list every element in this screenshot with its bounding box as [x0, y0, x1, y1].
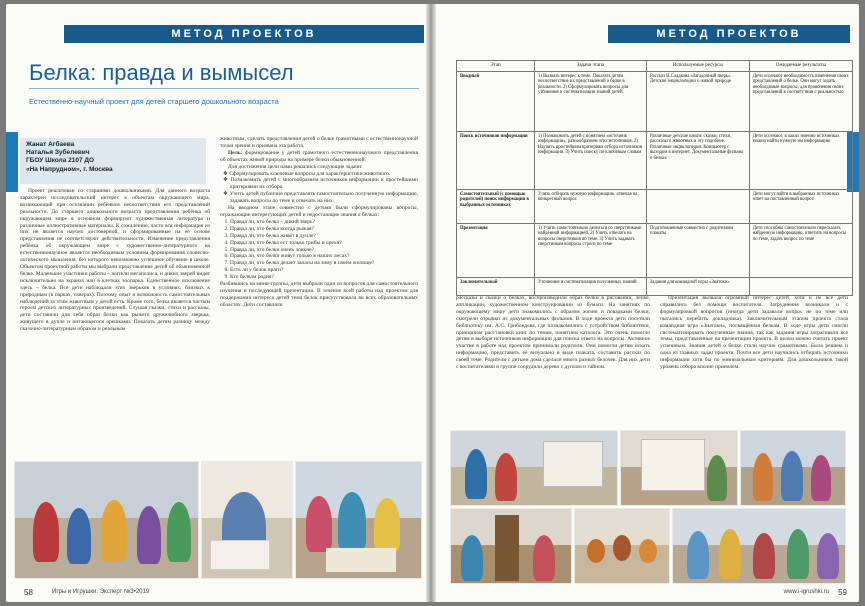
- resources-cell: Различные детские книги: сказки, стихи, рассказы о животных и эту подобное. Различные энциклопедии. Компьютер с выходом в интернет. Документальные фильмы о белках: [646, 131, 749, 189]
- resources-cell: [646, 189, 749, 223]
- stage-cell: Самостоятельный (с помощью родителей) поиск информации в выбранных источниках: [457, 189, 535, 223]
- tree-hollow-photo: [450, 508, 572, 584]
- resources-cell: Подготовленные совместно с родителями плакаты: [646, 223, 749, 277]
- left-section-header: [64, 25, 424, 43]
- table-header-cell: Этап: [457, 61, 535, 72]
- left-side-tab: [6, 132, 18, 192]
- author-line: ГБОУ Школа 2107 ДО: [26, 157, 95, 165]
- page-number-left: 58: [24, 588, 33, 597]
- task-item: ❖ Учить детей публично представлять самостоятельно полученную информацию, задавать вопросы по теме и отвечать на них.: [223, 191, 418, 205]
- results-cell: Дети способны самостоятельно пересказать найденную информацию, ответить на вопросы по теме, задать вопрос по теме: [749, 223, 852, 277]
- poster-photo: [620, 430, 738, 506]
- question-item: 5. Правда ли, что белки очень ловкие?: [230, 247, 418, 254]
- author-line: Жанат Агбаева: [26, 141, 75, 148]
- stage-cell: Вводный: [457, 71, 535, 131]
- table-row: [457, 277, 853, 295]
- tasks-cell: Учить отбирать нужную информацию, отвечая на конкретный вопрос: [535, 189, 647, 223]
- results-cell: Дети осознают, в каких именно источниках можно найти нужную им информацию: [749, 131, 852, 189]
- task-item: ❖ Познакомить детей с многообразием источников информации и простейшими критериями их отбора.: [223, 177, 418, 191]
- left-footer: Игры и Игрушки. Эксперт №3•2019: [52, 589, 150, 595]
- table-row: [457, 131, 853, 189]
- body-paragraph: Разбившись на мини-группы, дети выбрали один из вопросов для самостоятельного изучения и последующей презентации. В течение всей работы над проектом для поддержания интереса детей тема белок присутствовала во всех образовательных областях. Дети составляли: [220, 281, 418, 308]
- question-item: 9. Кто белкам родня?: [230, 274, 418, 281]
- left-page: [6, 4, 426, 602]
- right-column-2: [660, 295, 848, 427]
- question-item: 6. Правда ли, что белки живут только в наших лесах?: [230, 253, 418, 260]
- tasks-cell: Уточнение и систематизация полученных знаний: [535, 277, 647, 295]
- body-paragraph: животным, сделать представления детей о белке грамотными с естественнонаучной точки зрения и призвана эта работа.: [220, 136, 418, 149]
- question-item: 1. Правда ли, что белка – дикий зверь?: [230, 219, 418, 226]
- right-page: [436, 4, 859, 602]
- question-item: 7. Правда ли, что белка делает запасы на зиму в своём жилище?: [230, 260, 418, 267]
- tasks-cell: 1) Вызвать интерес к теме. Показать детям несоответствие их представлений о белке в реальности. 2) Сформулировать вопросы для уточнения и систематизации знаний детей.: [535, 71, 647, 131]
- stage-cell: Поиск источников информации: [457, 131, 535, 189]
- question-item: 3. Правда ли, что белка живёт в дупле?: [230, 233, 418, 240]
- results-cell: [749, 277, 852, 295]
- resources-cell: Рассказ Н.Сладкова «Загадочный зверь». Детские энциклопедии о живой природе: [646, 71, 749, 131]
- body-paragraph: Презентация вызвала огромный интерес детей, хотя и не все дети справились без помощи воспитателя. Затруднения возникали и с формулировкой вопросов (иногда дети задавали вопрос не по теме или пытались перебить докладчика). Заключительным этапом проекта стала командная игра «Знатоки», посвящённая белкам. В ходе игры дети смогли систематизировать полученные знания, так как задания игры затрагивали все темы, представленные на презентации проекта. В целом можно считать проект успешным. Знания детей о белке стали научно грамотными. Была решена и одна из главных задач проекта. Почти все дети научились отбирать источники информации хотя бы по минимальным критериям. Для дошкольников такой уровень отбора вполне приемлем.: [660, 295, 848, 371]
- table-row: [457, 223, 853, 277]
- goal-label: Цель:: [228, 149, 243, 156]
- table-header-cell: Ожидаемые результаты: [749, 61, 852, 72]
- section-header-label: МЕТОД ПРОЕКТОВ: [656, 28, 802, 40]
- questions-list: [230, 219, 418, 281]
- page-number-right: 59: [838, 588, 847, 597]
- project-plan-table: [456, 60, 853, 296]
- tasks-intro: Для достижения цели нами решались следующие задачи:: [228, 163, 363, 170]
- body-paragraph: рассказы и сказки о белках, воспроизводили образ белки в рисовании, лепке, аппликации, художественном конструировании из бумаги. На занятиях по окружающему миру дети знакомились с образом жизни и повадками белки, смотрели отрывки из документальных фильмов. В ходе проекта дети посетили библиотеку им. А.С. Грибоедова, где познакомились с устройством библиотеки, принципом расстановки книг по темам, понятием каталога. Это очень помогло детям в выборе источников информации для поиска ответа на вопросы. Активное участие в работе над проектом принимали родители. Они помогли детям искать информацию, представить её визуально в виде плаката, составить рассказ по своей теме. Родители с детьми дома сделали много разных белочек. Для них дети с воспитателями в группе соорудили дерево с дуплом и гайном.: [456, 295, 650, 371]
- authors-box: [20, 138, 206, 184]
- question-item: 4. Правда ли, что белка ест только грибы и орехи?: [230, 240, 418, 247]
- table-header-cell: Задачи этапа: [535, 61, 647, 72]
- tasks-list: [220, 171, 418, 206]
- right-section-header: [608, 25, 850, 43]
- article-title: Белка: правда и вымысел: [29, 60, 294, 85]
- resources-cell: Задания для командной игры «Знатоки»: [646, 277, 749, 295]
- article-subtitle: Естественно-научный проект для детей старшего дошкольного возраста: [29, 97, 279, 106]
- right-column-1: [456, 295, 650, 427]
- left-column-2: [220, 136, 418, 454]
- results-cell: Дети могут найти в выбранных источниках ответ на поставленный вопрос: [749, 189, 852, 223]
- goal-text: формирование у детей грамотного естественнонаучного представления об объектах живой природы на примере белки обыкновенной.: [220, 149, 418, 163]
- child-drawing-photo: [201, 461, 293, 579]
- author-line: «На Напрудном», г. Москва: [26, 165, 113, 173]
- question-item: 8. Есть ли у белок враги?: [230, 267, 418, 274]
- body-paragraph: Проект реализован со старшими дошкольниками. Для данного возраста характерен исследовательский интерес к объектам окружающего мира, возникающий при осознании ребёнком несоответствия его представлений реальности. До старшего дошкольного возраста представления ребёнка об окружающем мире в основном формируют художественная литература и различные иллюстративные материалы. К сожалению, часто вся информация из них не является научно достоверной, и сформированные на её основе представления не соответствуют действительности. Изменение представления ребёнка об окружающем мире с художественно-литературного на естественнонаучное является необходимым условием формирования словесно-логического мышления, без которого невозможно успешное обучение в школе. Объектом проектной работы мы выбрали представление детей об обыкновенной белке. Маленькие участники работы – жители мегаполиса, и диких зверей видят исключительно на экранах или в клетках зоопарка. Единственное исключение здесь – белка. Все дети наблюдали этих зверьков в условиях, близких к природным (в парках, скверах). Поэтому опыт и возможность самостоятельных наблюдений за этим животным у детей есть. Кроме того, белка является частым героем детских литературных произведений. Слушая сказки, стихи и рассказы, дети составили для себя образ белки как рыжего дружелюбного зверька, живущего в дупле и питающегося орешками. Показать детям разницу между сказочно-литературным образом и реальным: [20, 188, 210, 333]
- tasks-cell: 1) Познакомить детей с понятием «источник информации», разнообразием этих источников. 2) Научить простейшим критериям отбора источников информации. 3) Учить поиску по ключевым словам: [535, 131, 647, 189]
- spine-gutter: [426, 4, 436, 602]
- questions-intro: На вводном этапе совместно с детьми были сформулированы вопросы, отражающие интересующих детей и недостающие знания о белках:: [220, 205, 418, 218]
- right-footer: www.i-igrushki.ru: [783, 589, 829, 595]
- squirrel-crafts-photo: [574, 508, 670, 584]
- group-activity-photo: [740, 430, 846, 506]
- table-row: [457, 189, 853, 223]
- quiz-game-photo: [672, 508, 846, 584]
- table-header-cell: Используемые ресурсы: [646, 61, 749, 72]
- goal-paragraph: [220, 150, 418, 164]
- stage-cell: Заключительный: [457, 277, 535, 295]
- section-header-label: МЕТОД ПРОЕКТОВ: [171, 28, 317, 40]
- classroom-photo: [14, 461, 199, 579]
- presentation-photo: [450, 430, 618, 506]
- left-column-1: [20, 188, 210, 461]
- tasks-cell: 1) Учить самостоятельно делиться со сверстниками найденной информацией. 2) Учить отвечать на вопросы сверстников по теме. 3) Учить задавать сверстникам вопросы строго по теме: [535, 223, 647, 277]
- title-rule: [29, 88, 419, 89]
- children-craft-photo: [295, 461, 422, 579]
- task-item: ❖ Сформулировать ключевые вопросы для характеристики животного.: [223, 170, 391, 177]
- author-line: Наталья Зубелевич: [26, 149, 90, 157]
- table-header-row: [457, 61, 853, 72]
- results-cell: Дети осознают необходимость изменения своих представлений о белке. Они могут задать необходимые вопросы, для прояснения своих представлений в соответствии с реальностью: [749, 71, 852, 131]
- stage-cell: Презентация: [457, 223, 535, 277]
- table-row: [457, 71, 853, 131]
- question-item: 2. Правда ли, что белка всегда рыжая?: [230, 226, 418, 233]
